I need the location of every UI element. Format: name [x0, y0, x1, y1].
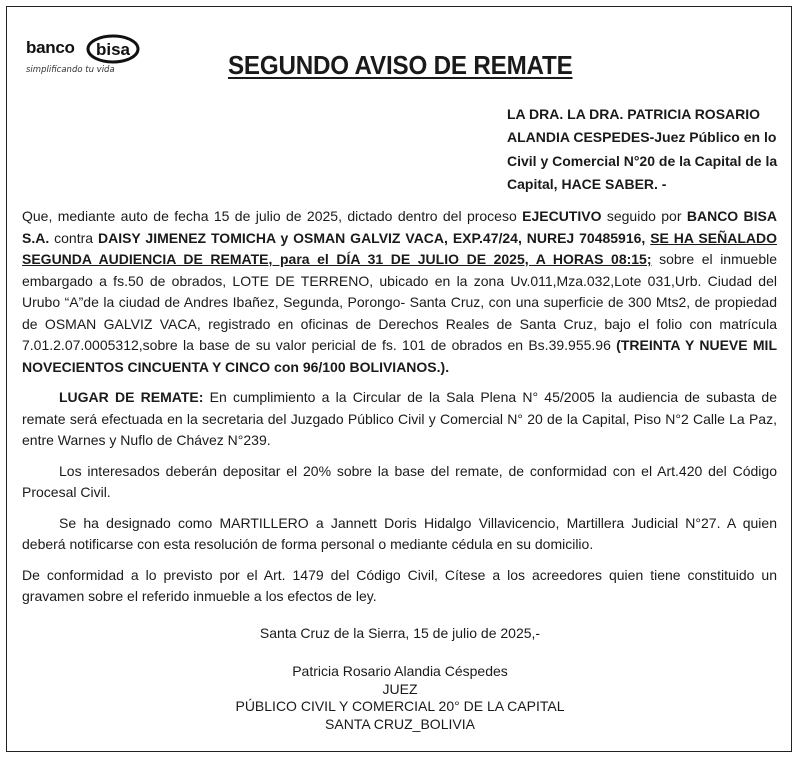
- logo-mark-text: bisa: [95, 40, 131, 59]
- paragraph-acreedores: De conformidad a lo previsto por el Art. 1479 del Código Civil, Cítese a los acreedores quien tiene constituido un gravamen sobre el referido inmueble a los efectos de ley.: [22, 566, 777, 604]
- judge-header: LA DRA. LA DRA. PATRICIA ROSARIO ALANDIA CESPEDES-Juez Público en lo Civil y Comercial N°20 de la Capital de la Capital, HACE SABER. -: [507, 106, 778, 192]
- logo-tagline: simplificando tu vida: [26, 65, 115, 75]
- page-title: SEGUNDO AVISO DE REMATE: [227, 50, 573, 80]
- paragraph-deposito: Los interesados deberán depositar el 20% sobre la base del remate, de conformidad con el Art.420 del Código Procesal Civil.: [22, 462, 777, 500]
- signature-court: PÚBLICO CIVIL Y COMERCIAL 20° DE LA CAPITAL: [235, 698, 565, 714]
- date-line: Santa Cruz de la Sierra, 15 de julio de 2025,-: [259, 625, 541, 641]
- signature-name: Patricia Rosario Alandia Céspedes: [292, 663, 508, 679]
- signature-block: [0, 663, 800, 733]
- paragraph-auto: Que, mediante auto de fecha 15 de julio de 2025, dictado dentro del proceso EJECUTIVO seguido por BANCO BISA S.A. contra DAISY JIMENEZ TOMICHA y OSMAN GALVIZ VACA, EXP.47/24, NUREJ 70485916, SE HA SEÑALADO SEGUNDA AUDIENCIA DE REMATE, para el DÍA 31 DE JULIO DE 2025, A HORAS 08:15; sobre el inmueble embargado a fs.50 de obrados, LOTE DE TERRENO, ubicado en la zona Uv.011,Mza.032,Lote 031,Urb. Ciudad del Urubo “A”de la ciudad de Andres Ibañez, Segunda, Porongo- Santa Cruz, con una superficie de 300 Mts2, de propiedad de OSMAN GALVIZ VACA, registrado en oficinas de Derechos Reales de Santa Cruz, bajo el folio con matrícula 7.01.2.07.0005312,sobre la base de su valor pericial de fs. 101 de obrados en Bs.39.955.96 (TREINTA Y NUEVE MIL NOVECIENTOS CINCUENTA Y CINCO con 96/100 BOLIVIANOS.).: [22, 208, 778, 375]
- hearing-date: SE HA SEÑALADO SEGUNDA AUDIENCIA DE REMATE, para el DÍA 31 DE JULIO DE 2025, A HORAS 08:15;: [22, 229, 777, 267]
- signature-place: SANTA CRUZ_BOLIVIA: [325, 715, 475, 732]
- signature-role: JUEZ: [382, 680, 418, 697]
- logo-word: banco: [26, 38, 75, 57]
- paragraph-lugar: LUGAR DE REMATE: En cumplimiento a la Circular de la Sala Plena N° 45/2005 la audiencia de subasta de remate será efectuada en la secretaria del Juzgado Público Civil y Comercial N° 20 de la Capital, Piso N°2 Calle La Paz, entre Warnes y Nuflo de Chávez N°239.: [22, 389, 777, 448]
- notice-body: [22, 206, 777, 617]
- paragraph-martillero: Se ha designado como MARTILLERO a Jannett Doris Hidalgo Villavicencio, Martillera Judicial N°27. A quien deberá notificarse con esta resolución de forma personal o mediante cédula en su domicilio.: [22, 514, 777, 552]
